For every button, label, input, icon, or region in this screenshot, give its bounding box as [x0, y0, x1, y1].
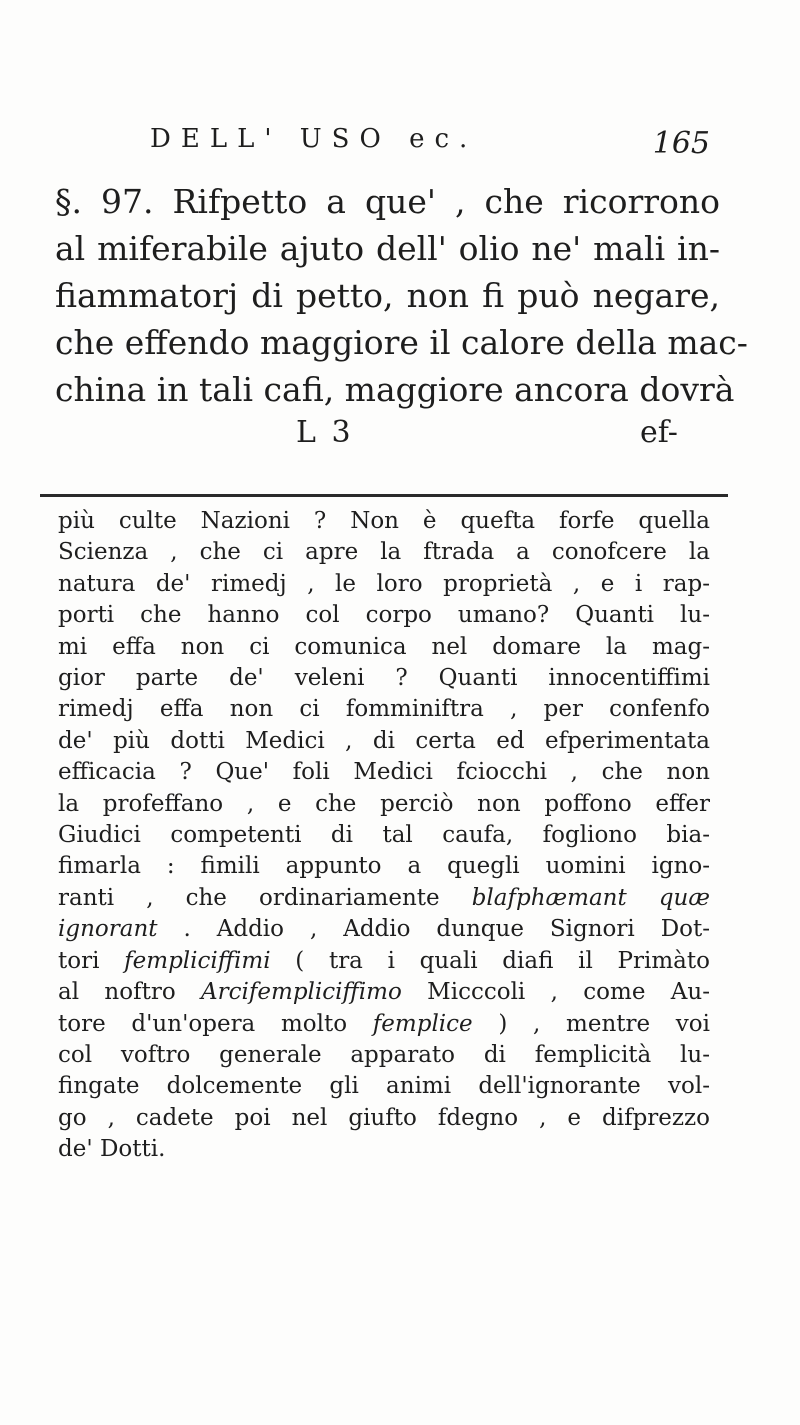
- text-line: natura de' rimedj , le loro proprietà , e i rap-: [58, 570, 710, 597]
- upper-paragraph: [55, 178, 748, 413]
- text-line: Giudici competenti di tal caufa, fogliono bia-: [58, 822, 710, 849]
- text-line: §. 97. Rifpetto a que' , che ricorrono: [55, 182, 720, 221]
- text-line: [58, 977, 710, 1008]
- text-line: [58, 1009, 710, 1040]
- text-segment: Micccoli , come Au-: [401, 979, 710, 1006]
- lower-paragraph: [58, 506, 710, 1166]
- text-line: più culte Nazioni ? Non è quefta forfe quella: [58, 508, 710, 534]
- text-line: porti che hanno col corpo umano? Quanti lu-: [58, 602, 710, 629]
- text-segment: tore d'un'opera molto: [58, 1010, 373, 1037]
- italic-text: ignorant: [58, 916, 158, 943]
- italic-text: femplice: [372, 1010, 473, 1037]
- text-segment: ( tra i quali diafi il Primàto: [270, 947, 710, 974]
- text-line: fimarla : fimili appunto a quegli uomini igno-: [58, 853, 710, 880]
- text-line: [58, 883, 710, 914]
- italic-text: fempliciffimi: [124, 947, 271, 974]
- text-line: fingate dolcemente gli animi dell'ignorante vol-: [58, 1073, 710, 1100]
- text-line: de' più dotti Medici , di certa ed efperimentata: [58, 727, 710, 754]
- text-line: efficacia ? Que' foli Medici fciocchi , che non: [58, 759, 710, 786]
- italic-text: Arcifempliciffimo: [201, 979, 402, 1006]
- text-segment: . Addio , Addio dunque Signori Dot-: [157, 916, 710, 943]
- text-line: [58, 914, 710, 945]
- text-segment: al noftro: [58, 979, 202, 1006]
- text-line: col voftro generale apparato di femplicità lu-: [58, 1041, 710, 1068]
- italic-text: blafphæmant quæ: [471, 884, 710, 911]
- text-line: rimedj effa non ci fomminiftra , per confenfo: [58, 696, 710, 723]
- text-line: go , cadete poi nel giufto fdegno , e difprezzo: [58, 1104, 710, 1131]
- text-line: [58, 946, 710, 977]
- running-head: [150, 118, 710, 168]
- text-segment: tori: [58, 947, 125, 974]
- text-line: la profeffano , e che perciò non poffono effer: [58, 790, 710, 817]
- text-line: de' Dotti.: [58, 1136, 166, 1163]
- signature-mark: L 3: [296, 415, 354, 450]
- horizontal-rule: [40, 494, 728, 497]
- text-line: Scienza , che ci apre la ftrada a conofcere la: [58, 539, 710, 566]
- text-line: china in tali cafi, maggiore ancora dovrà: [55, 370, 735, 409]
- text-line: al miferabile ajuto dell' olio ne' mali in-: [55, 229, 720, 268]
- text-line: mi effa non ci comunica nel domare la mag-: [58, 633, 710, 660]
- text-segment: ) , mentre voi: [472, 1010, 710, 1037]
- text-line: che effendo maggiore il calore della mac-: [55, 323, 748, 362]
- running-title: DELL' USO ec.: [150, 124, 478, 154]
- text-segment: ranti , che ordinariamente: [58, 884, 472, 911]
- text-line: gior parte de' veleni ? Quanti innocentiffimi: [58, 665, 710, 692]
- text-line: fiammatorj di petto, non fi può negare,: [55, 276, 720, 315]
- page-number: 165: [652, 126, 710, 161]
- catchword: ef-: [640, 415, 678, 450]
